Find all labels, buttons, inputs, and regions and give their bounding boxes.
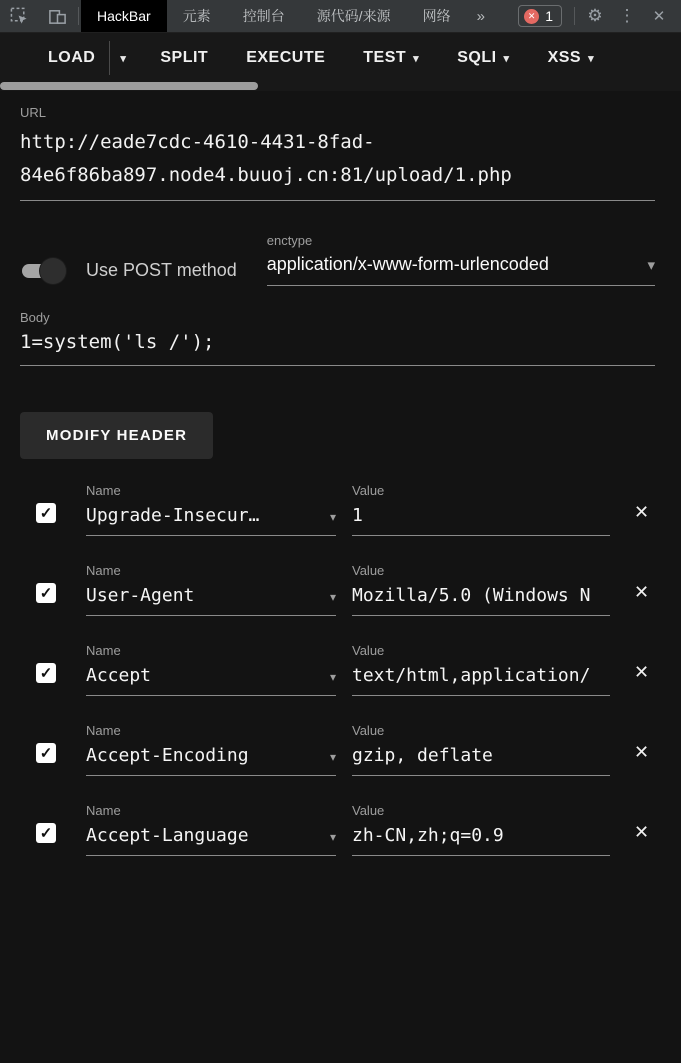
error-count: 1 (545, 8, 553, 24)
close-devtools-icon[interactable]: ✕ (643, 2, 675, 30)
load-dropdown-button[interactable] (112, 42, 134, 75)
chevron-down-icon: ▾ (647, 256, 655, 274)
value-column-label: Value (352, 723, 385, 738)
hackbar-panel (0, 91, 681, 871)
value-column-label: Value (352, 643, 385, 658)
chevron-down-icon: ▾ (120, 52, 127, 65)
execute-button[interactable]: EXECUTE (234, 39, 337, 77)
body-label: Body (20, 310, 50, 325)
header-name-value: Accept (86, 665, 152, 686)
header-name-select[interactable] (86, 585, 336, 616)
tab-network[interactable]: 网络 (422, 8, 451, 24)
chevron-down-icon: ▾ (329, 830, 336, 844)
name-column-label: Name (86, 643, 121, 658)
body-input[interactable]: 1=system('ls /'); (20, 331, 655, 366)
enctype-section (267, 233, 655, 286)
header-row (20, 791, 655, 871)
header-enabled-checkbox[interactable] (36, 823, 56, 843)
url-input[interactable]: http://eade7cdc-4610-4431-8fad-84e6f86ba897.node4.buuoj.cn:81/upload/1.php (20, 126, 655, 201)
checkmark-icon: ✓ (39, 505, 53, 522)
modify-header-button[interactable]: MODIFY HEADER (20, 412, 213, 459)
chevron-down-icon: ▾ (588, 52, 595, 65)
header-value-text: gzip, deflate (352, 745, 493, 766)
header-name-value: Accept-Encoding (86, 745, 249, 766)
name-column-label: Name (86, 723, 121, 738)
header-name-value: Upgrade-Insecur… (86, 505, 260, 526)
error-icon: ✕ (524, 9, 539, 24)
load-button[interactable]: LOAD (36, 39, 107, 77)
hackbar-toolbar (0, 33, 681, 91)
checkmark-icon: ✓ (39, 825, 53, 842)
checkmark-icon: ✓ (39, 745, 53, 762)
header-enabled-checkbox[interactable] (36, 743, 56, 763)
header-name-select[interactable] (86, 745, 336, 776)
settings-gear-icon[interactable]: ⚙ (579, 2, 611, 30)
chevron-down-icon: ▾ (503, 52, 510, 65)
delete-header-icon[interactable]: ✕ (628, 659, 655, 685)
header-value-input[interactable] (352, 745, 610, 776)
header-row (20, 551, 655, 631)
name-column-label: Name (86, 483, 121, 498)
post-method-label: Use POST method (86, 260, 237, 280)
inspect-element-icon[interactable] (0, 0, 38, 32)
header-row (20, 471, 655, 551)
header-rows (20, 471, 655, 871)
delete-header-icon[interactable]: ✕ (628, 499, 655, 525)
devtools-tabbar (0, 0, 681, 33)
checkmark-icon: ✓ (39, 665, 53, 682)
devtools-tabs (81, 0, 467, 32)
header-value-text: text/html,application/ (352, 665, 591, 686)
header-name-select[interactable] (86, 665, 336, 696)
xss-menu-button[interactable] (536, 39, 607, 77)
header-value-input[interactable] (352, 505, 610, 536)
enctype-label: enctype (266, 233, 313, 248)
test-label: TEST (363, 49, 407, 66)
more-tabs-icon[interactable]: » (476, 7, 485, 25)
enctype-value: application/x-www-form-urlencoded (266, 254, 549, 274)
enctype-select[interactable] (267, 254, 655, 286)
load-button-group (36, 39, 134, 77)
chevron-down-icon: ▾ (329, 750, 336, 764)
sqli-menu-button[interactable] (445, 39, 521, 77)
test-menu-button[interactable] (351, 39, 431, 77)
header-row (20, 631, 655, 711)
chevron-down-icon: ▾ (413, 52, 420, 65)
chevron-down-icon: ▾ (329, 590, 336, 604)
url-section (20, 105, 655, 201)
divider (109, 41, 110, 75)
header-name-select[interactable] (86, 505, 336, 536)
header-value-text: 1 (352, 505, 363, 526)
checkmark-icon: ✓ (39, 585, 53, 602)
error-count-badge[interactable] (518, 5, 562, 27)
value-column-label: Value (352, 483, 385, 498)
chevron-down-icon: ▾ (329, 510, 336, 524)
divider (78, 7, 79, 25)
post-method-toggle[interactable] (20, 255, 237, 286)
url-label: URL (20, 105, 47, 120)
header-value-text: Mozilla/5.0 (Windows N (352, 585, 591, 606)
divider (574, 7, 575, 25)
sqli-label: SQLI (457, 49, 497, 66)
tab-sources[interactable]: 源代码/来源 (316, 8, 391, 24)
scrollbar-thumb[interactable] (0, 82, 258, 90)
method-row (20, 233, 655, 286)
header-value-input[interactable] (352, 825, 610, 856)
header-name-value: User-Agent (86, 585, 195, 606)
tab-hackbar[interactable]: HackBar (81, 0, 167, 32)
more-options-icon[interactable]: ⋮ (611, 2, 643, 30)
tabbar-right (518, 0, 681, 32)
delete-header-icon[interactable]: ✕ (628, 739, 655, 765)
toggle-switch-icon[interactable] (20, 263, 60, 279)
delete-header-icon[interactable]: ✕ (628, 579, 655, 605)
header-name-value: Accept-Language (86, 825, 249, 846)
header-enabled-checkbox[interactable] (36, 583, 56, 603)
header-value-input[interactable] (352, 585, 610, 616)
tab-elements[interactable]: 元素 (182, 8, 211, 24)
body-section (20, 310, 655, 366)
name-column-label: Name (86, 803, 121, 818)
xss-label: XSS (547, 49, 582, 66)
header-name-select[interactable] (86, 825, 336, 856)
chevron-down-icon: ▾ (329, 670, 336, 684)
split-button[interactable]: SPLIT (148, 39, 220, 77)
header-row (20, 711, 655, 791)
value-column-label: Value (352, 563, 385, 578)
device-toolbar-icon[interactable] (38, 0, 76, 32)
value-column-label: Value (352, 803, 385, 818)
tab-console[interactable]: 控制台 (242, 8, 285, 24)
header-value-input[interactable] (352, 665, 610, 696)
header-enabled-checkbox[interactable] (36, 663, 56, 683)
header-enabled-checkbox[interactable] (36, 503, 56, 523)
header-value-text: zh-CN,zh;q=0.9 (352, 825, 504, 846)
horizontal-scrollbar[interactable] (0, 82, 681, 91)
delete-header-icon[interactable]: ✕ (628, 819, 655, 845)
name-column-label: Name (86, 563, 121, 578)
